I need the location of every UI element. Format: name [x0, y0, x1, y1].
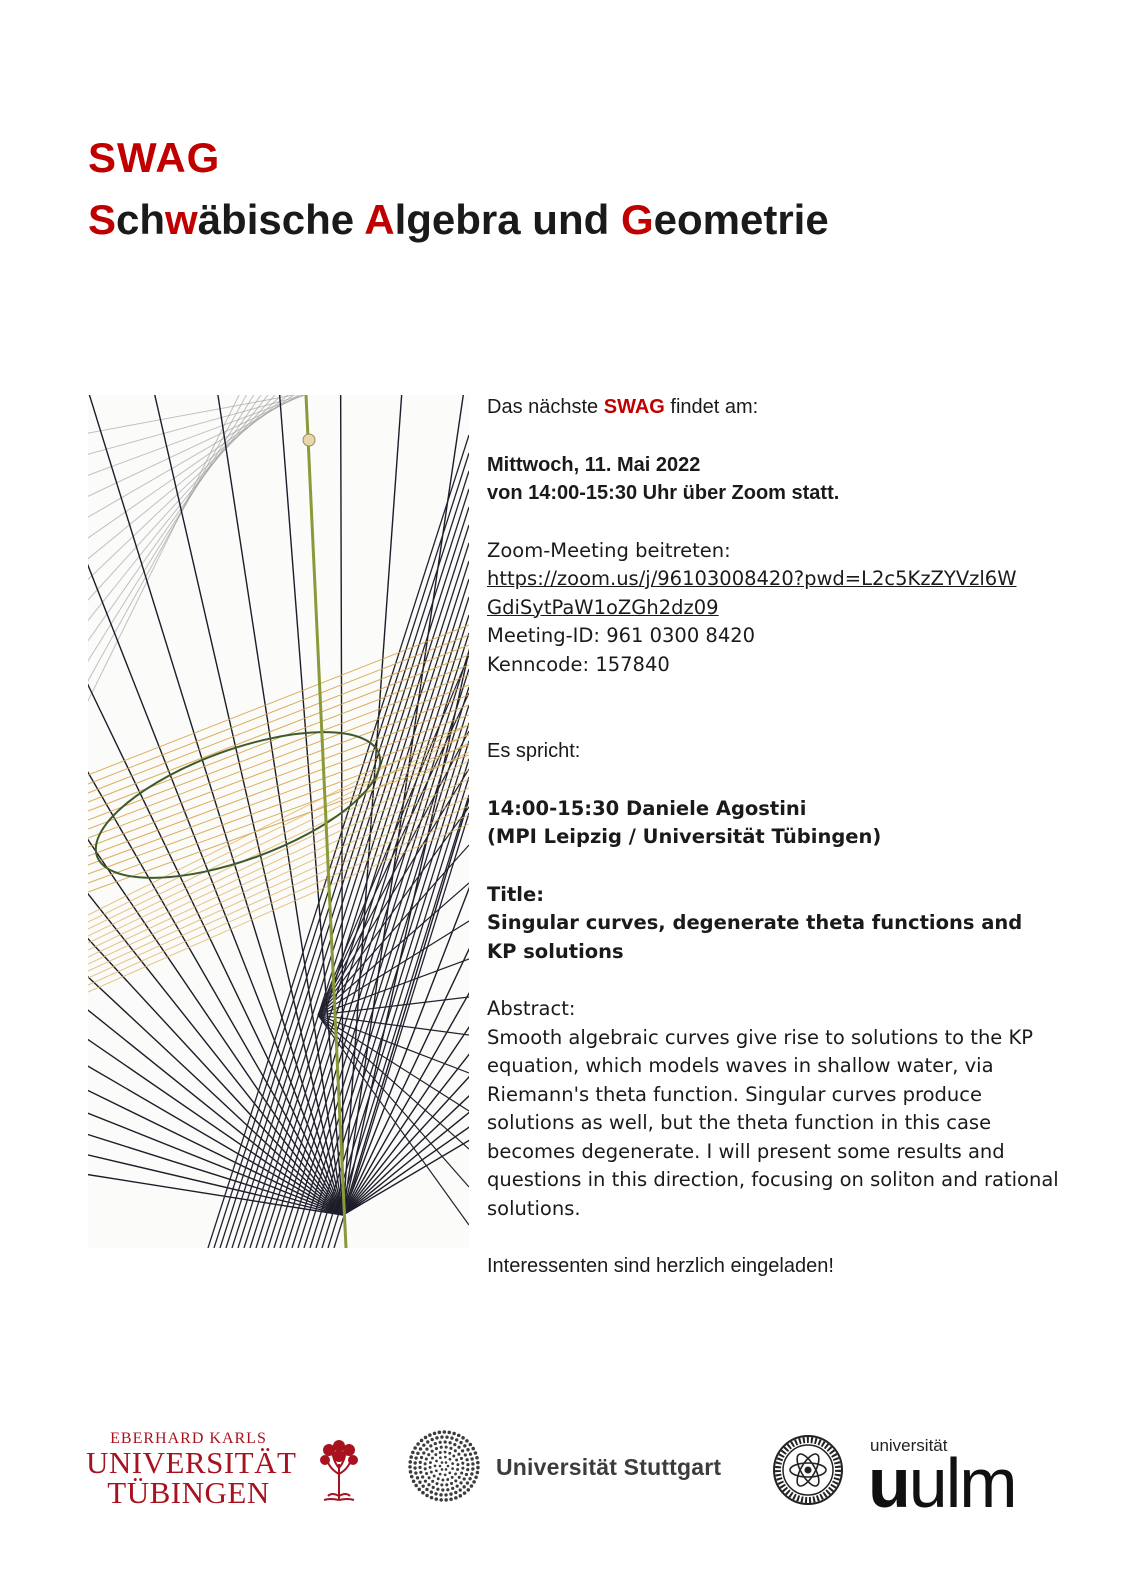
abstract-line: Smooth algebraic curves give rise to solutions to the KP — [487, 1025, 1034, 1049]
speaker-affiliation: (MPI Leipzig / Universität Tübingen) — [487, 825, 882, 848]
talk-title-line-1: Singular curves, degenerate theta functions and — [487, 911, 1023, 934]
ulm-logo: universität uulm — [868, 1436, 1016, 1522]
subtitle-part: ch — [116, 196, 166, 243]
subtitle-part: äbische — [197, 196, 365, 243]
stuttgart-dots-icon — [408, 1430, 480, 1502]
passcode: Kenncode: 157840 — [487, 652, 670, 676]
subtitle-part: A — [364, 196, 395, 243]
ulm-seal-icon — [772, 1434, 844, 1506]
subtitle-part: eometrie — [653, 196, 829, 243]
zoom-label: Zoom-Meeting beitreten: — [487, 538, 731, 562]
abstract-line: questions in this direction, focusing on soliton and rational — [487, 1168, 1059, 1191]
stuttgart-logo-text: Universität Stuttgart — [496, 1454, 722, 1480]
event-date: Mittwoch, 11. Mai 2022 — [487, 453, 701, 476]
subtitle-part: G — [620, 196, 654, 243]
abstract-label: Abstract: — [487, 997, 576, 1020]
abstract-line: equation, which models waves in shallow water, via — [487, 1054, 994, 1077]
subtitle-part: S — [88, 196, 117, 243]
event-time: von 14:00-15:30 Uhr über Zoom statt. — [487, 482, 840, 504]
abstract-line: solutions. — [487, 1196, 581, 1220]
meeting-id: Meeting-ID: 961 0300 8420 — [487, 624, 756, 647]
speaker-line: 14:00-15:30 Daniele Agostini — [487, 796, 807, 820]
swag-inline: SWAG — [603, 396, 665, 418]
acronym-title: SWAG — [88, 134, 221, 181]
string-art-image — [88, 395, 469, 1248]
abstract-line: becomes degenerate. I will present some results and — [487, 1139, 1005, 1163]
title-block — [88, 130, 829, 250]
series-subtitle — [88, 190, 829, 250]
tuebingen-logo: EBERHARD KARLS UNIVERSITÄT TÜBINGEN — [86, 1430, 297, 1510]
title-label: Title: — [487, 882, 545, 906]
intro-line: Das nächste SWAG findet am: — [487, 396, 759, 418]
tree-icon — [318, 1434, 360, 1502]
zoom-link[interactable]: https://zoom.us/j/96103008420?pwd=L2c5KzZYVzl6WGdiSytPaW1oZGh2dz09 — [487, 567, 1017, 619]
string-art-graphic — [88, 395, 469, 1248]
subtitle-part: w — [165, 196, 198, 243]
closing-invitation: Interessenten sind herzlich eingeladen! — [487, 1255, 834, 1277]
speaker-label: Es spricht: — [487, 740, 581, 762]
abstract-line: solutions as well, but the theta function in this case — [487, 1111, 992, 1134]
sponsor-logos — [0, 1420, 1123, 1530]
talk-title-line-2: KP solutions — [487, 939, 624, 963]
subtitle-part: lgebra und — [394, 196, 621, 243]
abstract-line: Riemann's theta function. Singular curves produce — [487, 1082, 983, 1106]
event-info — [487, 393, 1087, 1281]
